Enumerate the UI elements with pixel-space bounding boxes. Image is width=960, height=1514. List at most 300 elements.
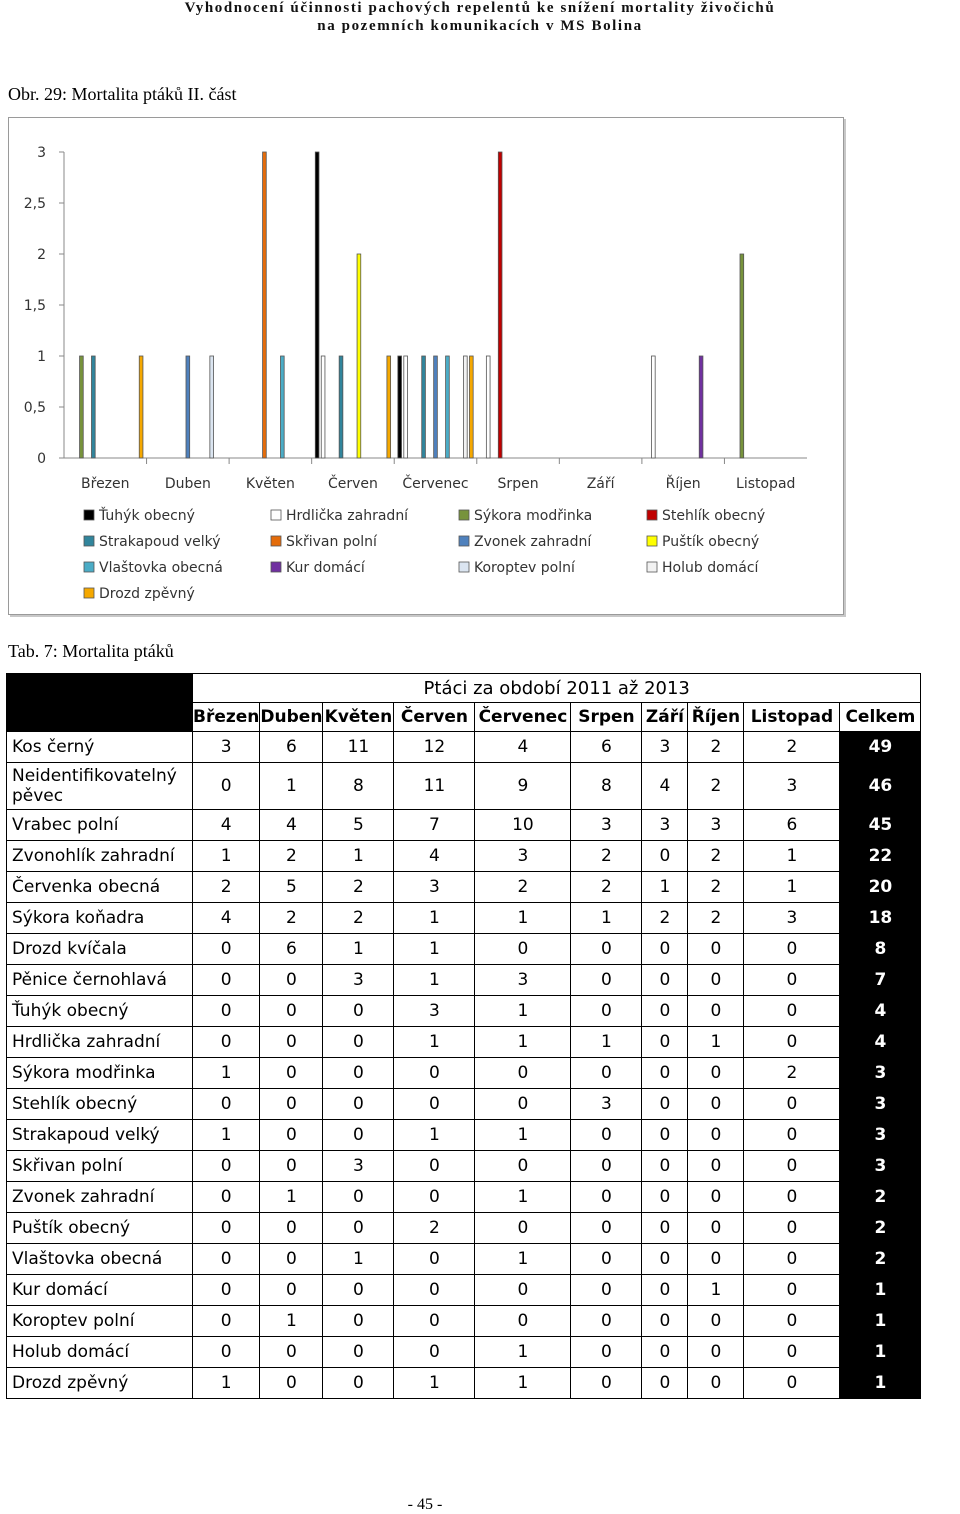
table-cell: 0 bbox=[260, 1089, 323, 1120]
table-cell: 1 bbox=[642, 872, 688, 903]
table-cell: 0 bbox=[193, 1275, 260, 1306]
table-cell: 11 bbox=[323, 732, 394, 763]
bar bbox=[210, 356, 214, 458]
table-cell: 6 bbox=[260, 732, 323, 763]
x-tick-label: Listopad bbox=[736, 476, 796, 492]
table-cell: 1 bbox=[193, 841, 260, 872]
table-column-header: Září bbox=[642, 703, 688, 732]
table-cell: 0 bbox=[193, 934, 260, 965]
table-cell: 2 bbox=[571, 872, 642, 903]
table-cell: 1 bbox=[260, 1182, 323, 1213]
table-cell: 0 bbox=[394, 1058, 475, 1089]
table-cell: 0 bbox=[260, 1058, 323, 1089]
table-cell: 0 bbox=[193, 1151, 260, 1182]
row-total: 1 bbox=[840, 1306, 921, 1337]
table-cell: 0 bbox=[744, 1151, 840, 1182]
table-cell: 0 bbox=[571, 1151, 642, 1182]
table-cell: 4 bbox=[193, 810, 260, 841]
x-tick-label: Říjen bbox=[665, 476, 701, 492]
table-cell: 0 bbox=[688, 1151, 744, 1182]
table-cell: 0 bbox=[323, 1089, 394, 1120]
table-row bbox=[7, 1151, 921, 1182]
table-cell: 0 bbox=[688, 1120, 744, 1151]
row-total: 1 bbox=[840, 1337, 921, 1368]
table-row bbox=[7, 1306, 921, 1337]
bar bbox=[321, 356, 325, 458]
row-species-name: Červenka obecná bbox=[7, 872, 193, 903]
table-cell: 0 bbox=[642, 1058, 688, 1089]
table-cell: 1 bbox=[475, 1182, 571, 1213]
x-tick-label: Červen bbox=[327, 476, 378, 492]
table-row bbox=[7, 1213, 921, 1244]
table-cell: 5 bbox=[323, 810, 394, 841]
legend-swatch bbox=[271, 510, 281, 520]
table-cell: 0 bbox=[642, 1244, 688, 1275]
table-cell: 0 bbox=[394, 1244, 475, 1275]
table-cell: 1 bbox=[744, 872, 840, 903]
row-species-name: Vrabec polní bbox=[7, 810, 193, 841]
row-species-name: Ťuhýk obecný bbox=[7, 996, 193, 1027]
table-cell: 3 bbox=[744, 903, 840, 934]
table-cell: 0 bbox=[571, 934, 642, 965]
table-cell: 2 bbox=[475, 872, 571, 903]
table-cell: 0 bbox=[260, 1213, 323, 1244]
table-cell: 2 bbox=[394, 1213, 475, 1244]
table-cell: 0 bbox=[571, 1120, 642, 1151]
table-cell: 0 bbox=[744, 1213, 840, 1244]
legend-swatch bbox=[459, 510, 469, 520]
table-cell: 0 bbox=[642, 1337, 688, 1368]
row-total: 4 bbox=[840, 1027, 921, 1058]
table-column-header: Srpen bbox=[571, 703, 642, 732]
table-cell: 0 bbox=[688, 1368, 744, 1399]
table-cell: 0 bbox=[744, 1337, 840, 1368]
table-cell: 0 bbox=[744, 1120, 840, 1151]
table-cell: 2 bbox=[193, 872, 260, 903]
table-cell: 1 bbox=[394, 903, 475, 934]
table-cell: 0 bbox=[475, 1306, 571, 1337]
table-cell: 0 bbox=[642, 1275, 688, 1306]
row-species-name: Kur domácí bbox=[7, 1275, 193, 1306]
table-cell: 0 bbox=[744, 1244, 840, 1275]
table-cell: 1 bbox=[394, 1120, 475, 1151]
row-total: 2 bbox=[840, 1213, 921, 1244]
table-cell: 1 bbox=[475, 1368, 571, 1399]
table-cell: 1 bbox=[688, 1027, 744, 1058]
table-cell: 0 bbox=[571, 965, 642, 996]
legend-swatch bbox=[271, 562, 281, 572]
table-cell: 0 bbox=[688, 1089, 744, 1120]
row-species-name: Zvonohlík zahradní bbox=[7, 841, 193, 872]
table-corner-cell bbox=[7, 703, 193, 732]
row-total: 20 bbox=[840, 872, 921, 903]
y-tick-label: 1 bbox=[37, 349, 46, 365]
table-cell: 0 bbox=[571, 1244, 642, 1275]
row-total: 3 bbox=[840, 1120, 921, 1151]
table-cell: 1 bbox=[475, 1337, 571, 1368]
table-cell: 0 bbox=[193, 763, 260, 810]
table-cell: 0 bbox=[394, 1182, 475, 1213]
table-cell: 0 bbox=[475, 1089, 571, 1120]
bar bbox=[422, 356, 426, 458]
bar bbox=[91, 356, 95, 458]
table-row bbox=[7, 732, 921, 763]
row-species-name: Drozd zpěvný bbox=[7, 1368, 193, 1399]
row-species-name: Zvonek zahradní bbox=[7, 1182, 193, 1213]
table-column-header: Listopad bbox=[744, 703, 840, 732]
table-cell: 0 bbox=[260, 1368, 323, 1399]
legend-label: Skřivan polní bbox=[286, 534, 377, 550]
table-column-header: Březen bbox=[193, 703, 260, 732]
table-cell: 2 bbox=[260, 841, 323, 872]
table-cell: 1 bbox=[394, 1027, 475, 1058]
bar bbox=[469, 356, 473, 458]
bar bbox=[186, 356, 190, 458]
table-cell: 0 bbox=[260, 1244, 323, 1275]
table-cell: 0 bbox=[394, 1151, 475, 1182]
table-cell: 3 bbox=[323, 965, 394, 996]
table-cell: 0 bbox=[642, 1089, 688, 1120]
y-tick-label: 0,5 bbox=[23, 400, 46, 416]
x-tick-label: Březen bbox=[81, 476, 130, 492]
table-cell: 3 bbox=[571, 810, 642, 841]
table-cell: 1 bbox=[475, 903, 571, 934]
table-row bbox=[7, 1337, 921, 1368]
row-species-name: Neidentifikovatelný pěvec bbox=[7, 763, 193, 810]
row-species-name: Sýkora modřinka bbox=[7, 1058, 193, 1089]
x-tick-label: Červenec bbox=[402, 476, 469, 492]
row-species-name: Puštík obecný bbox=[7, 1213, 193, 1244]
row-species-name: Drozd kvíčala bbox=[7, 934, 193, 965]
bar bbox=[404, 356, 408, 458]
table-cell: 1 bbox=[688, 1275, 744, 1306]
table-cell: 4 bbox=[260, 810, 323, 841]
table-cell: 0 bbox=[323, 1182, 394, 1213]
table-cell: 0 bbox=[571, 1058, 642, 1089]
table-cell: 0 bbox=[394, 1306, 475, 1337]
bar bbox=[357, 254, 361, 458]
table-cell: 1 bbox=[571, 1027, 642, 1058]
table-cell: 2 bbox=[323, 903, 394, 934]
table-cell: 0 bbox=[744, 1275, 840, 1306]
row-total: 8 bbox=[840, 934, 921, 965]
table-cell: 1 bbox=[323, 841, 394, 872]
table-cell: 0 bbox=[688, 1213, 744, 1244]
table-cell: 0 bbox=[193, 1213, 260, 1244]
table-cell: 8 bbox=[571, 763, 642, 810]
table-cell: 0 bbox=[193, 1089, 260, 1120]
bar bbox=[280, 356, 284, 458]
row-species-name: Pěnice černohlavá bbox=[7, 965, 193, 996]
legend-swatch bbox=[84, 510, 94, 520]
table-cell: 0 bbox=[571, 996, 642, 1027]
table-cell: 3 bbox=[475, 841, 571, 872]
table-cell: 1 bbox=[193, 1120, 260, 1151]
table-cell: 1 bbox=[744, 841, 840, 872]
table-row bbox=[7, 1089, 921, 1120]
table-cell: 0 bbox=[323, 1337, 394, 1368]
table-cell: 0 bbox=[260, 1027, 323, 1058]
legend-label: Zvonek zahradní bbox=[474, 534, 592, 550]
legend-swatch bbox=[84, 536, 94, 546]
legend-swatch bbox=[647, 510, 657, 520]
table-cell: 0 bbox=[688, 965, 744, 996]
table-cell: 1 bbox=[571, 903, 642, 934]
table-header-row bbox=[7, 703, 921, 732]
table-cell: 0 bbox=[642, 1151, 688, 1182]
legend-swatch bbox=[271, 536, 281, 546]
table-cell: 1 bbox=[394, 1368, 475, 1399]
table-column-header: Říjen bbox=[688, 703, 744, 732]
y-tick-label: 0 bbox=[37, 451, 46, 467]
row-total: 49 bbox=[840, 732, 921, 763]
table-row bbox=[7, 872, 921, 903]
bar-chart bbox=[9, 118, 843, 614]
table-cell: 0 bbox=[688, 1058, 744, 1089]
table-cell: 2 bbox=[688, 732, 744, 763]
table-cell: 3 bbox=[193, 732, 260, 763]
row-species-name: Vlaštovka obecná bbox=[7, 1244, 193, 1275]
table-cell: 2 bbox=[260, 903, 323, 934]
table-cell: 3 bbox=[642, 810, 688, 841]
legend-label: Koroptev polní bbox=[474, 560, 575, 576]
table-row bbox=[7, 1275, 921, 1306]
table-cell: 0 bbox=[642, 841, 688, 872]
x-tick-label: Duben bbox=[164, 476, 211, 492]
row-total: 45 bbox=[840, 810, 921, 841]
bar bbox=[339, 356, 343, 458]
table-cell: 1 bbox=[323, 1244, 394, 1275]
legend-label: Stehlík obecný bbox=[662, 508, 766, 524]
legend-label: Strakapoud velký bbox=[99, 534, 221, 550]
table-cell: 0 bbox=[323, 1275, 394, 1306]
table-cell: 5 bbox=[260, 872, 323, 903]
table-cell: 11 bbox=[394, 763, 475, 810]
table-cell: 0 bbox=[744, 996, 840, 1027]
table-cell: 0 bbox=[744, 1089, 840, 1120]
table-cell: 0 bbox=[571, 1213, 642, 1244]
table-row bbox=[7, 965, 921, 996]
table-cell: 0 bbox=[323, 996, 394, 1027]
table-cell: 0 bbox=[744, 1027, 840, 1058]
table-row bbox=[7, 1027, 921, 1058]
table-cell: 4 bbox=[193, 903, 260, 934]
table-cell: 0 bbox=[323, 1306, 394, 1337]
bar bbox=[651, 356, 655, 458]
table-cell: 0 bbox=[193, 1337, 260, 1368]
table-cell: 2 bbox=[571, 841, 642, 872]
bar bbox=[740, 254, 744, 458]
table-column-header: Červenec bbox=[475, 703, 571, 732]
x-tick-label: Květen bbox=[245, 476, 295, 492]
table-row bbox=[7, 1244, 921, 1275]
row-total: 3 bbox=[840, 1151, 921, 1182]
table-row bbox=[7, 1120, 921, 1151]
table-cell: 0 bbox=[642, 1368, 688, 1399]
table-cell: 0 bbox=[323, 1368, 394, 1399]
row-species-name: Skřivan polní bbox=[7, 1151, 193, 1182]
legend-swatch bbox=[459, 562, 469, 572]
table-cell: 0 bbox=[744, 934, 840, 965]
table-cell: 0 bbox=[260, 996, 323, 1027]
x-tick-label: Srpen bbox=[497, 476, 539, 492]
table-cell: 3 bbox=[688, 810, 744, 841]
table-cell: 2 bbox=[688, 872, 744, 903]
table-cell: 4 bbox=[394, 841, 475, 872]
bar bbox=[315, 152, 319, 458]
y-tick-label: 2,5 bbox=[23, 196, 46, 212]
table-cell: 2 bbox=[744, 732, 840, 763]
table-cell: 0 bbox=[193, 996, 260, 1027]
mortality-table bbox=[6, 673, 921, 1399]
row-total: 3 bbox=[840, 1058, 921, 1089]
legend-swatch bbox=[647, 536, 657, 546]
table-cell: 3 bbox=[642, 732, 688, 763]
table-cell: 0 bbox=[394, 1337, 475, 1368]
table-caption: Tab. 7: Mortalita ptáků bbox=[8, 641, 174, 661]
bar bbox=[463, 356, 467, 458]
table-cell: 1 bbox=[475, 1120, 571, 1151]
legend-label: Ťuhýk obecný bbox=[99, 508, 195, 524]
bar bbox=[498, 152, 502, 458]
legend-label: Hrdlička zahradní bbox=[286, 508, 409, 524]
table-cell: 1 bbox=[260, 763, 323, 810]
x-tick-label: Září bbox=[586, 476, 615, 492]
bar bbox=[80, 356, 84, 458]
table-column-header: Červen bbox=[394, 703, 475, 732]
table-cell: 0 bbox=[193, 1027, 260, 1058]
table-cell: 0 bbox=[193, 1244, 260, 1275]
y-tick-label: 1,5 bbox=[23, 298, 46, 314]
table-row bbox=[7, 1182, 921, 1213]
legend-swatch bbox=[84, 562, 94, 572]
table-cell: 10 bbox=[475, 810, 571, 841]
table-cell: 0 bbox=[193, 965, 260, 996]
table-cell: 0 bbox=[642, 1182, 688, 1213]
row-species-name: Stehlík obecný bbox=[7, 1089, 193, 1120]
document-header-line2: na pozemních komunikacích v MS Bolina bbox=[317, 18, 643, 34]
table-row bbox=[7, 1368, 921, 1399]
table-cell: 0 bbox=[323, 1213, 394, 1244]
bar bbox=[434, 356, 438, 458]
table-cell: 0 bbox=[193, 1182, 260, 1213]
legend-swatch bbox=[459, 536, 469, 546]
table-cell: 0 bbox=[571, 1337, 642, 1368]
table-cell: 3 bbox=[475, 965, 571, 996]
table-cell: 0 bbox=[571, 1368, 642, 1399]
table-cell: 1 bbox=[475, 996, 571, 1027]
table-cell: 0 bbox=[260, 1151, 323, 1182]
row-total: 4 bbox=[840, 996, 921, 1027]
table-cell: 6 bbox=[571, 732, 642, 763]
table-cell: 0 bbox=[642, 1027, 688, 1058]
table-row bbox=[7, 996, 921, 1027]
table-column-header: Duben bbox=[260, 703, 323, 732]
table-cell: 2 bbox=[688, 763, 744, 810]
row-total: 22 bbox=[840, 841, 921, 872]
table-cell: 0 bbox=[394, 1275, 475, 1306]
row-species-name: Koroptev polní bbox=[7, 1306, 193, 1337]
table-cell: 1 bbox=[323, 934, 394, 965]
table-cell: 0 bbox=[260, 1120, 323, 1151]
bar bbox=[699, 356, 703, 458]
row-total: 2 bbox=[840, 1244, 921, 1275]
table-cell: 1 bbox=[260, 1306, 323, 1337]
table-cell: 1 bbox=[193, 1368, 260, 1399]
table-cell: 8 bbox=[323, 763, 394, 810]
figure-caption: Obr. 29: Mortalita ptáků II. část bbox=[8, 84, 237, 104]
table-cell: 0 bbox=[571, 1182, 642, 1213]
table-cell: 0 bbox=[744, 1306, 840, 1337]
bar bbox=[263, 152, 267, 458]
table-cell: 0 bbox=[688, 1306, 744, 1337]
table-cell: 0 bbox=[323, 1120, 394, 1151]
table-corner-cell bbox=[7, 674, 193, 703]
table-cell: 0 bbox=[744, 1182, 840, 1213]
table-cell: 0 bbox=[323, 1027, 394, 1058]
row-total: 7 bbox=[840, 965, 921, 996]
table-cell: 0 bbox=[642, 996, 688, 1027]
row-total: 46 bbox=[840, 763, 921, 810]
table-cell: 0 bbox=[571, 1275, 642, 1306]
table-cell: 2 bbox=[642, 903, 688, 934]
table-row bbox=[7, 934, 921, 965]
table-cell: 0 bbox=[475, 1275, 571, 1306]
table-column-header: Květen bbox=[323, 703, 394, 732]
table-cell: 3 bbox=[571, 1089, 642, 1120]
legend-swatch bbox=[84, 588, 94, 598]
bar bbox=[486, 356, 490, 458]
bar bbox=[139, 356, 143, 458]
y-tick-label: 3 bbox=[37, 145, 46, 161]
row-species-name: Holub domácí bbox=[7, 1337, 193, 1368]
bar bbox=[398, 356, 402, 458]
row-total: 1 bbox=[840, 1275, 921, 1306]
table-period-row bbox=[7, 674, 921, 703]
legend-label: Vlaštovka obecná bbox=[99, 560, 223, 576]
bar bbox=[446, 356, 450, 458]
table-row bbox=[7, 903, 921, 934]
table-cell: 0 bbox=[642, 1120, 688, 1151]
table-cell: 0 bbox=[475, 1058, 571, 1089]
row-total: 2 bbox=[840, 1182, 921, 1213]
table-cell: 0 bbox=[260, 965, 323, 996]
row-species-name: Sýkora koňadra bbox=[7, 903, 193, 934]
legend-label: Sýkora modřinka bbox=[474, 508, 593, 524]
table-cell: 0 bbox=[688, 934, 744, 965]
page-number: - 45 - bbox=[407, 1496, 443, 1513]
table-cell: 2 bbox=[688, 903, 744, 934]
table-cell: 0 bbox=[688, 996, 744, 1027]
row-total: 1 bbox=[840, 1368, 921, 1399]
y-tick-label: 2 bbox=[37, 247, 46, 263]
table-cell: 4 bbox=[642, 763, 688, 810]
table-cell: 7 bbox=[394, 810, 475, 841]
table-cell: 0 bbox=[642, 1213, 688, 1244]
table-cell: 0 bbox=[744, 1368, 840, 1399]
table-cell: 1 bbox=[394, 934, 475, 965]
legend-label: Holub domácí bbox=[662, 560, 759, 576]
document-header-line1: Vyhodnocení účinnosti pachových repelentů ke snížení mortality živočichů bbox=[184, 0, 776, 16]
table-cell: 0 bbox=[475, 1213, 571, 1244]
table-cell: 0 bbox=[323, 1058, 394, 1089]
table-cell: 0 bbox=[744, 965, 840, 996]
row-species-name: Kos černý bbox=[7, 732, 193, 763]
table-cell: 1 bbox=[475, 1027, 571, 1058]
table-cell: 3 bbox=[394, 872, 475, 903]
table-cell: 3 bbox=[394, 996, 475, 1027]
chart-frame bbox=[8, 117, 844, 615]
